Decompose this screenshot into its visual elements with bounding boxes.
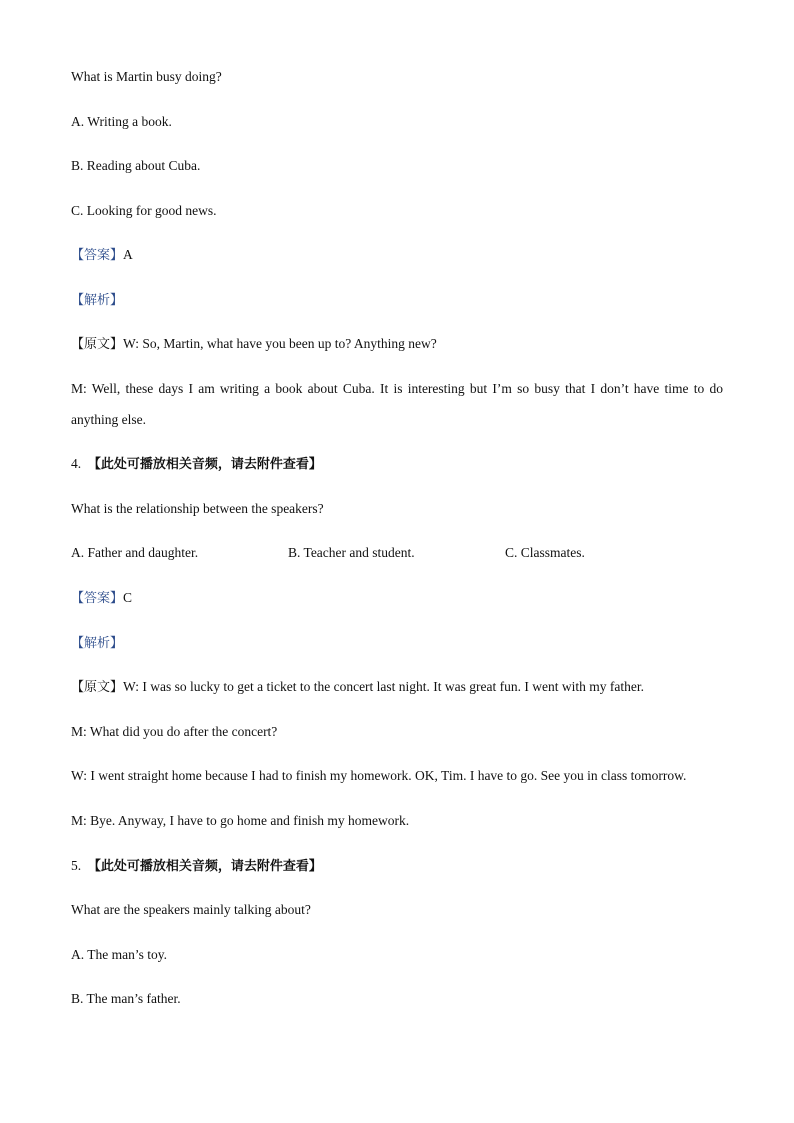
analysis-label: 【解析】 <box>71 636 124 651</box>
q4-option-c: C. Classmates. <box>505 545 585 560</box>
analysis-label: 【解析】 <box>71 293 124 308</box>
q3-answer <box>71 246 133 265</box>
q5-number: 5. <box>71 858 82 873</box>
answer-label: 【答案】 <box>71 248 124 263</box>
q5-question: What are the speakers mainly talking about? <box>71 902 311 917</box>
q3-question: What is Martin busy doing? <box>71 69 222 84</box>
q3-option-a: A. Writing a book. <box>71 114 172 129</box>
original-text: W: So, Martin, what have you been up to? Anything new? <box>123 336 437 351</box>
q3-original-2: M: Well, these days I am writing a book about Cuba. It is interesting but I’m so busy that I don’t have time to do anything else. <box>71 381 723 427</box>
original-label: 【原文】 <box>71 337 124 352</box>
original-label: 【原文】 <box>71 680 124 695</box>
answer-value: C <box>123 590 133 605</box>
q4-original-3: W: I went straight home because I had to finish my homework. OK, Tim. I have to go. See you in class tomorrow. <box>71 768 687 783</box>
q4-analysis <box>71 634 123 653</box>
answer-label: 【答案】 <box>71 591 124 606</box>
q5-audio-note: 【此处可播放相关音频，请去附件查看】 <box>87 859 322 874</box>
q5-option-a: A. The man’s toy. <box>71 947 167 962</box>
original-text: W: I was so lucky to get a ticket to the concert last night. It was great fun. I went with my father. <box>123 679 644 694</box>
q5-option-b: B. The man’s father. <box>71 991 181 1006</box>
q4-audio-note: 【此处可播放相关音频，请去附件查看】 <box>87 457 322 472</box>
q4-option-a: A. Father and daughter. <box>71 545 199 560</box>
q4-original-4: M: Bye. Anyway, I have to go home and finish my homework. <box>71 813 410 828</box>
q3-original-1 <box>71 335 437 354</box>
q4-original-2: M: What did you do after the concert? <box>71 724 278 739</box>
q3-analysis <box>71 291 123 310</box>
q5-heading <box>71 857 322 876</box>
q4-option-b: B. Teacher and student. <box>288 545 415 560</box>
q4-question: What is the relationship between the speakers? <box>71 501 324 516</box>
q3-option-c: C. Looking for good news. <box>71 203 217 218</box>
q4-number: 4. <box>71 456 82 471</box>
answer-value: A <box>123 247 133 262</box>
q4-heading <box>71 455 322 474</box>
q3-option-b: B. Reading about Cuba. <box>71 158 201 173</box>
q4-original-1 <box>71 678 644 697</box>
q4-answer <box>71 589 132 608</box>
